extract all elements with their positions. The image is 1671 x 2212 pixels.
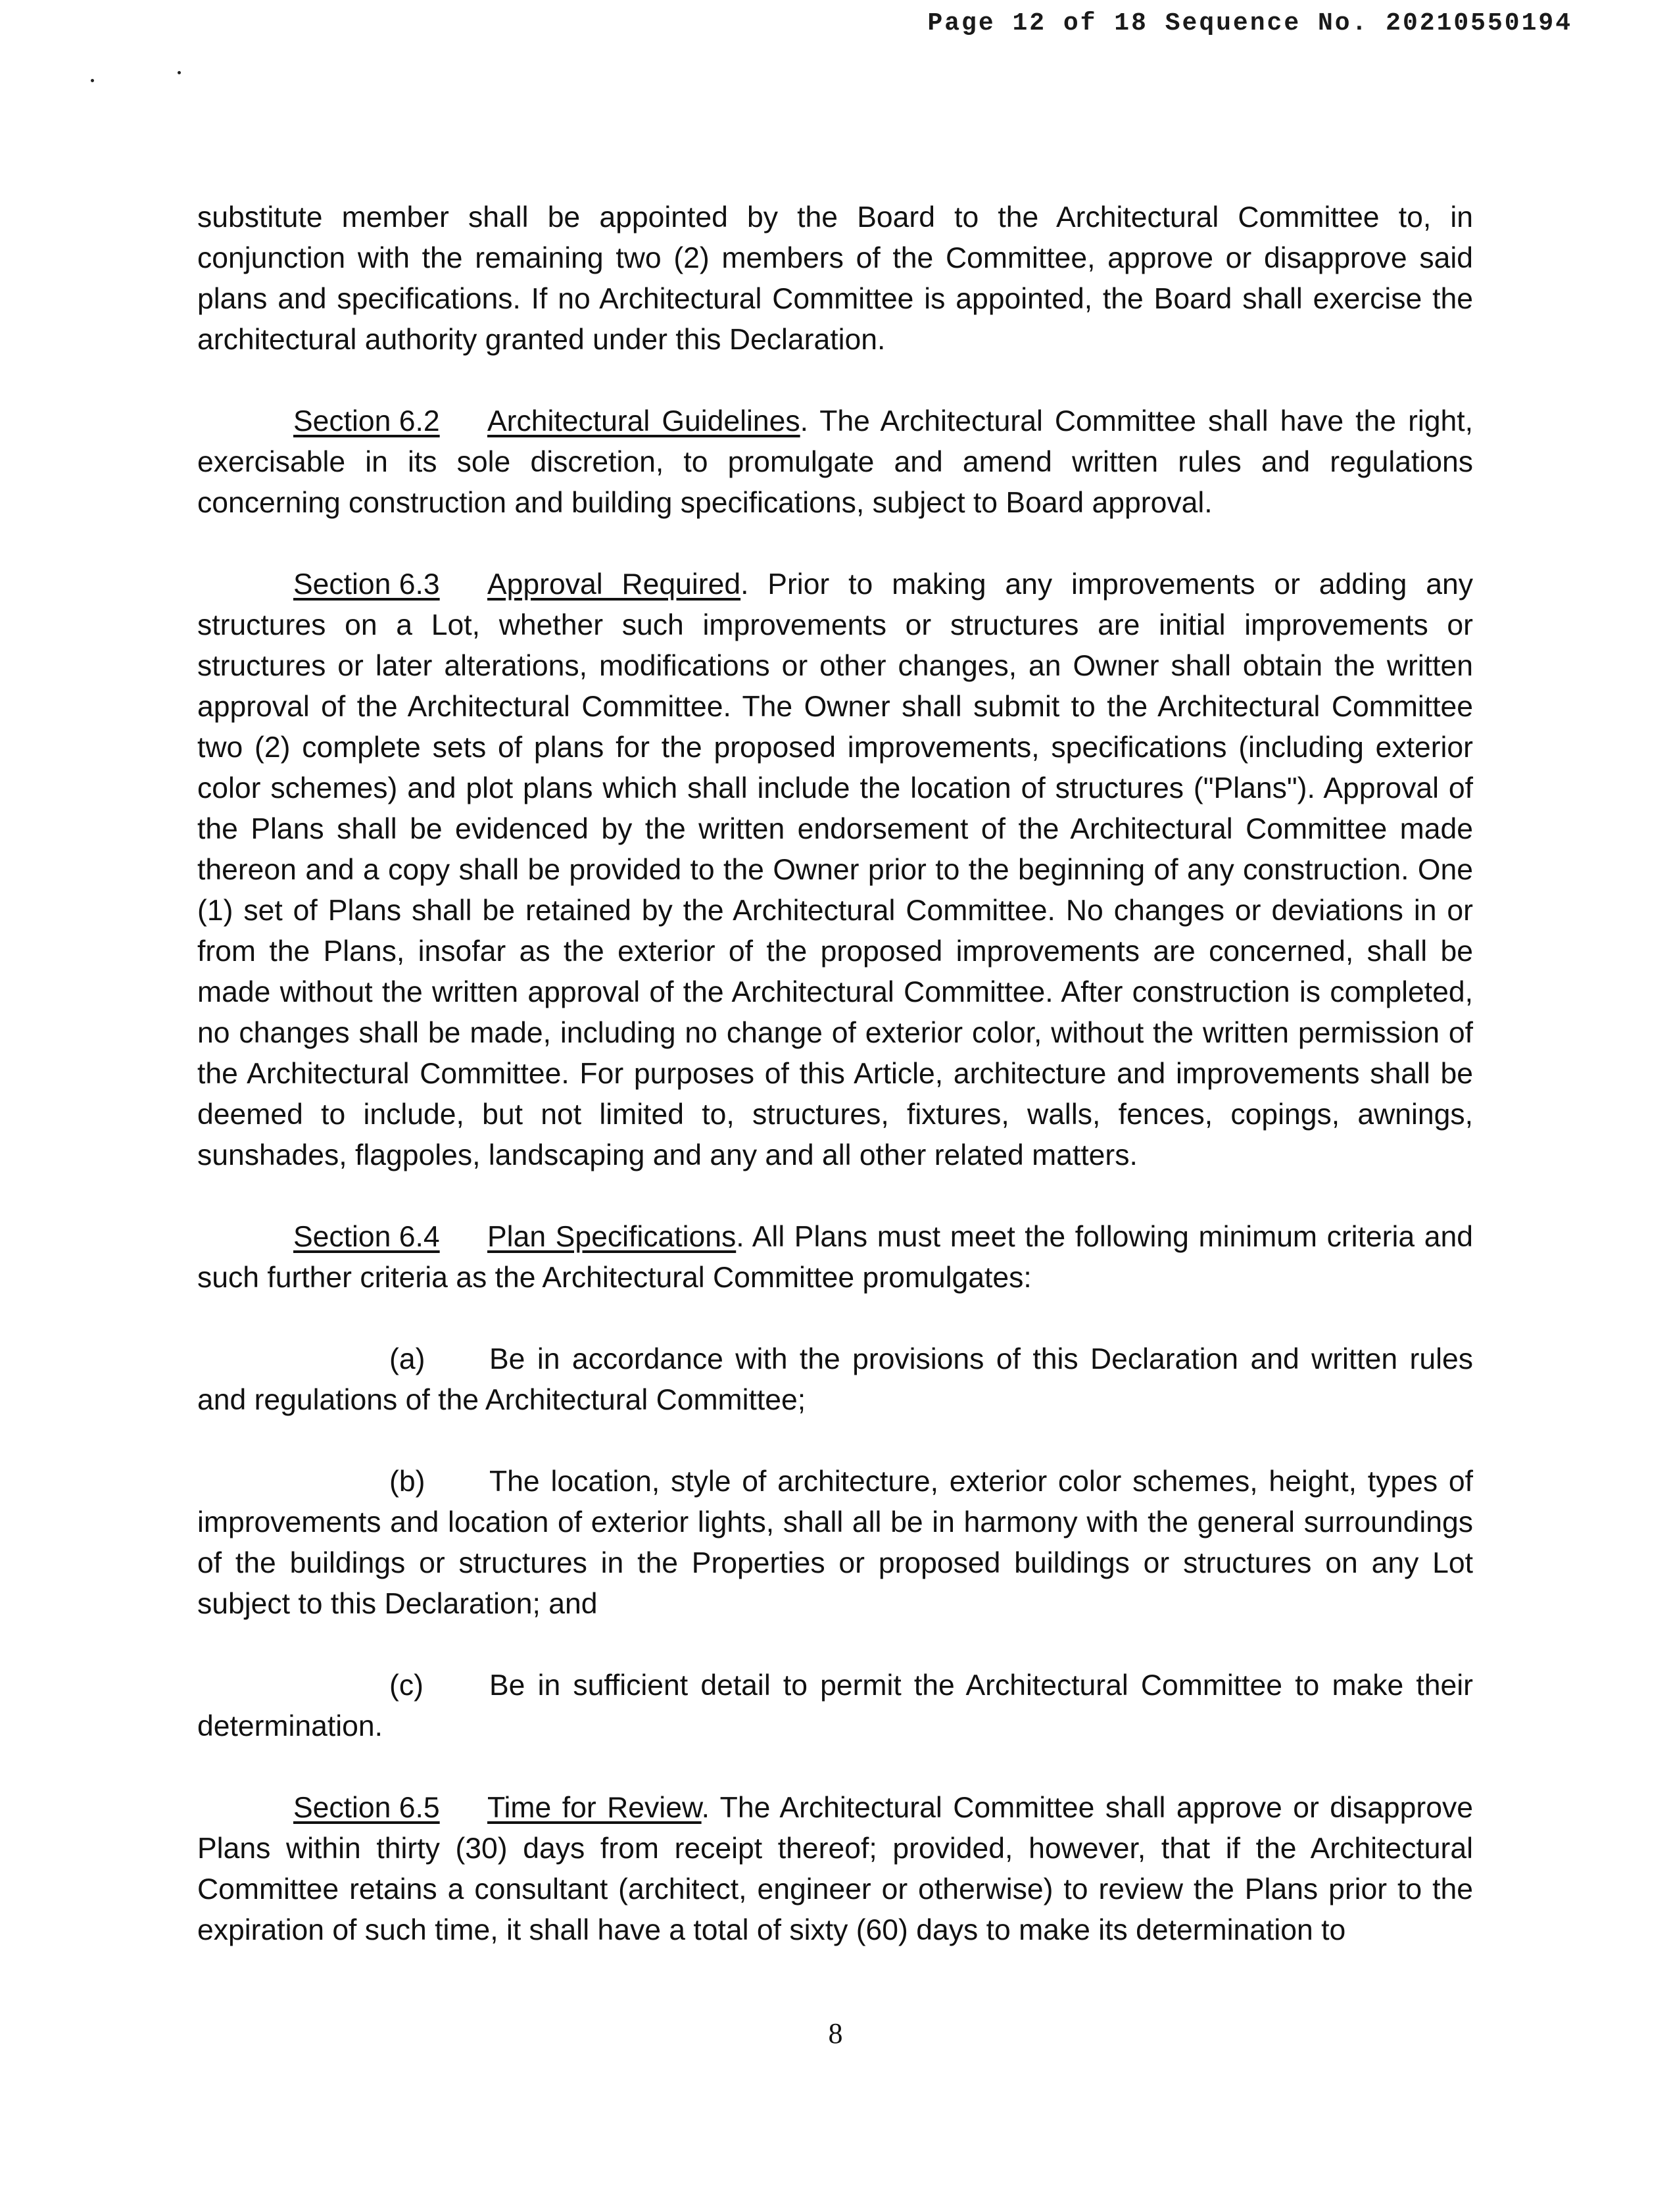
criteria-item-a xyxy=(197,1339,1473,1421)
section-text: . The Architectural Committee shall approve or disapprove Plans within thirty (30) days from receipt thereof; provided, however, that if the Architectural Committee retains a consultant (architect, engineer or otherwise) to review the Plans prior to the expiration of such time, it shall have a total of sixty (60) days to make its determination to xyxy=(197,1792,1473,1946)
criteria-item-b xyxy=(197,1462,1473,1625)
item-label: (a) xyxy=(389,1343,425,1375)
item-text: Be in sufficient detail to permit the Architectural Committee to make their determination. xyxy=(197,1669,1473,1742)
section-title: Architectural Guidelines xyxy=(487,405,800,437)
item-text: The location, style of architecture, exterior color schemes, height, types of improvements and location of exterior lights, shall all be in harmony with the general surroundings of the buildings or structures in the Properties or proposed buildings or structures on any Lot subject to this Declaration; and xyxy=(197,1465,1473,1620)
item-label: (c) xyxy=(389,1669,424,1702)
section-6-2 xyxy=(197,401,1473,524)
section-number: Section 6.5 xyxy=(293,1792,440,1824)
scan-specks xyxy=(91,71,189,91)
section-6-4 xyxy=(197,1217,1473,1298)
section-number: Section 6.4 xyxy=(293,1221,440,1253)
section-title: Plan Specifications xyxy=(487,1221,737,1253)
document-body xyxy=(197,197,1473,1992)
section-title: Time for Review xyxy=(487,1792,702,1824)
section-text: . The Architectural Committee shall have the right, exercisable in its sole discretion, to promulgate and amend written rules and regulations concerning construction and building specifications, subject to Board approval. xyxy=(197,405,1473,519)
page-number: 8 xyxy=(828,2017,843,2050)
intro-paragraph: substitute member shall be appointed by the Board to the Architectural Committee to, in conjunction with the remaining two (2) members of the Committee, approve or disapprove said plans and specifications. If no Architectural Committee is appointed, the Board shall exercise the architectural authority granted under this Declaration. xyxy=(197,201,1473,356)
section-number: Section 6.3 xyxy=(293,568,440,601)
item-label: (b) xyxy=(389,1465,425,1498)
recording-stamp: Page 12 of 18 Sequence No. 20210550194 xyxy=(927,9,1572,37)
speck-mark xyxy=(178,71,181,74)
section-text: . Prior to making any improvements or adding any structures on a Lot, whether such improvements or structures are initial improvements or structures or later alterations, modifications or other changes, an Owner shall obtain the written approval of the Architectural Committee. The Owner shall submit to the Architectural Committee two (2) complete sets of plans for the proposed improvements, specifications (including exterior color schemes) and plot plans which shall include the location of structures ("Plans"). Approval of the Plans shall be evidenced by the written endorsement of the Architectural Committee made thereon and a copy shall be provided to the Owner prior to the beginning of any construction. One (1) set of Plans shall be retained by the Architectural Committee. No changes or deviations in or from the Plans, insofar as the exterior of the proposed improvements are concerned, shall be made without the written approval of the Architectural Committee. After construction is completed, no changes shall be made, including no change of exterior color, without the written permission of the Architectural Committee. For purposes of this Article, architecture and improvements shall be deemed to include, but not limited to, structures, fixtures, walls, fences, copings, awnings, sunshades, flagpoles, landscaping and any and all other related matters. xyxy=(197,568,1473,1171)
section-6-5 xyxy=(197,1788,1473,1951)
criteria-item-c xyxy=(197,1665,1473,1747)
section-title: Approval Required xyxy=(487,568,741,601)
section-6-3 xyxy=(197,564,1473,1176)
section-text: . All Plans must meet the following minimum criteria and such further criteria as the Architectural Committee promulgates: xyxy=(197,1221,1473,1294)
item-text: Be in accordance with the provisions of this Declaration and written rules and regulations of the Architectural Committee; xyxy=(197,1343,1473,1416)
speck-mark xyxy=(91,79,94,82)
section-number: Section 6.2 xyxy=(293,405,440,437)
